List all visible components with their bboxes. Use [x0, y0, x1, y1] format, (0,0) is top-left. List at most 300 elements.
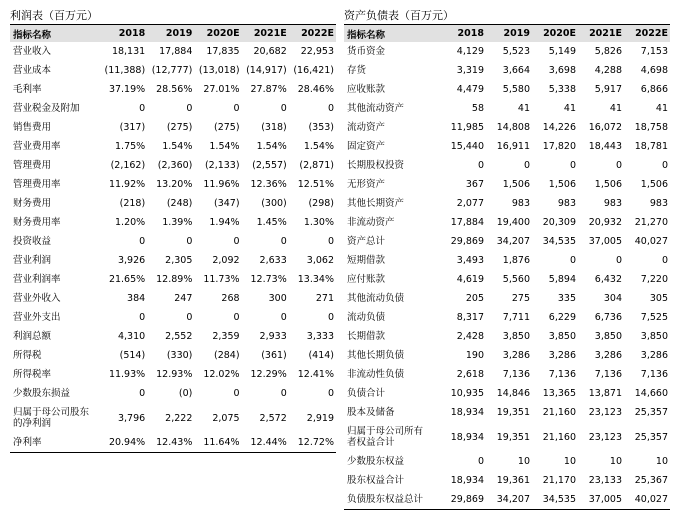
income-cell: 12.02% [203, 369, 240, 380]
balance-row-label: 其他长期资产 [347, 198, 405, 209]
balance-cell: 6,736 [594, 312, 622, 323]
balance-cell: 1,506 [640, 179, 668, 190]
balance-header-2019: 2019 [503, 28, 530, 39]
balance-cell: 34,207 [486, 490, 532, 510]
balance-cell: 304 [603, 293, 622, 304]
balance-cell: 4,288 [594, 65, 622, 76]
balance-cell: 2,618 [456, 369, 484, 380]
balance-row-label: 其他长期负债 [347, 350, 405, 361]
income-row [10, 118, 336, 137]
balance-cell: 0 [615, 160, 622, 171]
income-cell: 1.54% [256, 141, 287, 152]
balance-row [344, 327, 670, 346]
income-cell: (2,557) [252, 160, 287, 171]
balance-row [344, 118, 670, 137]
income-cell: 3,926 [117, 255, 146, 266]
balance-row [344, 232, 670, 251]
balance-cell: 13,365 [542, 388, 576, 399]
income-row-label: 毛利率 [13, 84, 42, 95]
income-cell: 11.73% [203, 274, 240, 285]
income-header-row [10, 25, 336, 42]
income-row-label: 营业税金及附加 [13, 103, 80, 114]
income-cell: 271 [315, 293, 334, 304]
income-cell: 12.36% [250, 179, 287, 190]
income-cell: 0 [280, 312, 287, 323]
balance-cell: 19,400 [496, 217, 530, 228]
income-row [10, 137, 336, 156]
income-row [10, 384, 336, 403]
balance-row-label: 资产总计 [347, 236, 386, 247]
income-cell: 11.64% [194, 433, 241, 453]
balance-header-row [344, 25, 670, 42]
income-cell: 12.72% [289, 433, 336, 453]
balance-cell: 5,149 [548, 46, 576, 57]
balance-cell: 40,027 [624, 490, 670, 510]
balance-header-2018: 2018 [457, 28, 484, 39]
balance-cell: 0 [661, 160, 668, 171]
income-row [10, 99, 336, 118]
balance-cell: 5,523 [502, 46, 530, 57]
balance-cell: 14,226 [542, 122, 576, 133]
balance-cell: 1,506 [548, 179, 576, 190]
income-cell: (298) [308, 198, 334, 209]
income-row [10, 365, 336, 384]
balance-cell: 37,005 [588, 236, 622, 247]
balance-cell: 10,935 [450, 388, 484, 399]
income-cell: 0 [139, 388, 146, 399]
income-cell: 2,919 [306, 412, 334, 424]
balance-cell: 41 [517, 103, 530, 114]
income-header-label: 指标名称 [13, 29, 52, 41]
balance-row [344, 251, 670, 270]
balance-row-label: 固定资产 [347, 141, 386, 152]
income-cell: 1.54% [303, 141, 334, 152]
balance-row-label: 非流动资产 [347, 217, 395, 228]
balance-row-label: 无形资产 [347, 179, 386, 190]
balance-cell: 23,123 [588, 431, 622, 443]
balance-cell: 29,869 [440, 490, 486, 510]
balance-cell: 367 [465, 179, 484, 190]
balance-cell: 3,286 [594, 350, 622, 361]
balance-cell: 15,440 [450, 141, 484, 152]
income-cell: (514) [119, 350, 146, 361]
balance-row [344, 137, 670, 156]
income-row [10, 156, 336, 175]
income-cell: (275) [214, 122, 240, 133]
income-cell: 3,333 [306, 331, 334, 342]
balance-cell: 2,077 [456, 198, 484, 209]
balance-row-label: 流动负债 [347, 312, 386, 323]
income-cell: 1.20% [115, 217, 146, 228]
balance-cell: 335 [557, 293, 576, 304]
income-cell: 384 [127, 293, 146, 304]
balance-cell: 21,170 [542, 475, 576, 486]
income-row-label: 利润总额 [13, 331, 52, 342]
income-row-label: 营业外收入 [13, 293, 61, 304]
balance-cell: 17,820 [542, 141, 576, 152]
balance-sheet-panel [344, 8, 670, 510]
balance-row [344, 384, 670, 403]
income-cell: 0 [327, 312, 334, 323]
income-row-label: 财务费用率 [13, 217, 61, 228]
balance-row-label: 短期借款 [347, 255, 386, 266]
balance-cell: 14,660 [634, 388, 668, 399]
income-cell: 1.75% [115, 141, 146, 152]
income-cell: 268 [221, 293, 240, 304]
income-cell: 0 [327, 103, 334, 114]
balance-cell: 21,270 [634, 217, 668, 228]
income-statement-title: 利润表（百万元） [10, 8, 336, 25]
income-cell: (414) [308, 350, 334, 361]
balance-cell: 5,917 [594, 84, 622, 95]
income-cell: 2,633 [259, 255, 287, 266]
income-cell: (248) [166, 198, 193, 209]
income-cell: 2,305 [165, 255, 193, 266]
income-cell: 0 [139, 103, 146, 114]
balance-cell: 25,367 [634, 475, 668, 486]
balance-cell: 40,027 [634, 236, 668, 247]
balance-cell: 3,698 [548, 65, 576, 76]
income-row-label: 营业费用率 [13, 141, 61, 152]
income-cell: 11.92% [108, 179, 146, 190]
balance-cell: 25,357 [634, 407, 668, 418]
income-cell: 11.96% [203, 179, 240, 190]
balance-row-label: 非流动性负债 [347, 369, 405, 380]
income-header-2019: 2019 [165, 28, 193, 39]
income-cell: 12.29% [250, 369, 287, 380]
income-cell: 0 [280, 388, 287, 399]
balance-cell: 18,781 [634, 141, 668, 152]
balance-cell: 20,309 [542, 217, 576, 228]
balance-row-label: 其他流动资产 [347, 103, 405, 114]
balance-cell: 190 [465, 350, 484, 361]
income-cell: (2,133) [204, 160, 240, 171]
income-row-label: 营业收入 [13, 46, 52, 57]
balance-cell: 305 [649, 293, 668, 304]
income-cell: (361) [261, 350, 287, 361]
income-cell: 12.44% [242, 433, 289, 453]
income-cell: 1.54% [209, 141, 240, 152]
balance-row-label: 货币资金 [347, 46, 386, 57]
balance-row [344, 42, 670, 61]
balance-cell: 16,911 [496, 141, 530, 152]
income-cell: 22,953 [300, 46, 334, 57]
income-cell: 1.30% [303, 217, 334, 228]
income-cell: 28.56% [156, 84, 193, 95]
balance-row [344, 365, 670, 384]
balance-row [344, 156, 670, 175]
balance-cell: 0 [569, 160, 576, 171]
income-row [10, 194, 336, 213]
income-cell: 17,884 [159, 46, 193, 57]
income-cell: (13,018) [198, 65, 240, 76]
income-cell: (12,777) [151, 65, 193, 76]
balance-row [344, 452, 670, 471]
balance-row-label: 负债合计 [347, 388, 386, 399]
income-header-2020e: 2020E [206, 28, 240, 39]
balance-cell: 18,934 [450, 475, 484, 486]
balance-row [344, 289, 670, 308]
income-cell: 27.01% [203, 84, 240, 95]
balance-cell: 11,985 [450, 122, 484, 133]
income-cell: (284) [214, 350, 240, 361]
balance-cell: 1,506 [502, 179, 530, 190]
income-cell: 0 [186, 312, 193, 323]
balance-cell: 4,129 [456, 46, 484, 57]
income-cell: 21.65% [108, 274, 146, 285]
balance-cell: 6,229 [548, 312, 576, 323]
balance-cell: 0 [661, 255, 668, 266]
balance-row-label: 应收账款 [347, 84, 386, 95]
balance-cell: 23,123 [588, 407, 622, 418]
income-row [10, 327, 336, 346]
balance-cell: 19,351 [496, 407, 530, 418]
income-row-label: 营业成本 [13, 65, 52, 76]
income-cell: 0 [233, 388, 240, 399]
income-cell: 12.41% [297, 369, 334, 380]
balance-cell: 58 [471, 103, 484, 114]
income-row [10, 403, 336, 433]
balance-row-label: 归属于母公司所有 者权益合计 [347, 426, 424, 448]
balance-row-label: 长期借款 [347, 331, 386, 342]
income-header-2018: 2018 [118, 28, 146, 39]
balance-cell: 0 [477, 160, 484, 171]
balance-cell: 13,871 [588, 388, 622, 399]
income-row-label: 所得税率 [13, 369, 52, 380]
balance-cell: 7,220 [640, 274, 668, 285]
income-cell: 2,572 [259, 412, 287, 424]
balance-row-label: 流动资产 [347, 122, 386, 133]
balance-cell: 0 [523, 160, 530, 171]
income-cell: 2,359 [212, 331, 240, 342]
balance-cell: 3,850 [502, 331, 530, 342]
income-cell: 4,310 [117, 331, 146, 342]
balance-cell: 983 [511, 198, 530, 209]
income-row [10, 80, 336, 99]
income-cell: 0 [280, 236, 287, 247]
balance-row [344, 99, 670, 118]
balance-cell: 0 [615, 255, 622, 266]
balance-cell: 7,136 [502, 369, 530, 380]
income-cell: 17,835 [206, 46, 240, 57]
income-cell: 0 [280, 103, 287, 114]
balance-row [344, 403, 670, 422]
balance-cell: 5,894 [548, 274, 576, 285]
income-cell: (275) [166, 122, 193, 133]
income-cell: 12.89% [156, 274, 193, 285]
balance-cell: 34,535 [542, 236, 576, 247]
income-cell: 247 [174, 293, 193, 304]
balance-cell: 25,357 [634, 431, 668, 443]
income-statement-table [10, 25, 336, 453]
balance-cell: 14,808 [496, 122, 530, 133]
balance-cell: 7,153 [640, 46, 668, 57]
income-row-label: 销售费用 [13, 122, 52, 133]
income-cell: (218) [119, 198, 146, 209]
balance-cell: 7,136 [594, 369, 622, 380]
income-row-label: 管理费用率 [13, 179, 61, 190]
income-cell: (16,421) [293, 65, 334, 76]
balance-cell: 18,758 [634, 122, 668, 133]
balance-cell: 19,351 [496, 431, 530, 443]
income-row [10, 232, 336, 251]
income-row [10, 289, 336, 308]
balance-header-2021e: 2021E [589, 28, 622, 39]
balance-cell: 2,428 [456, 331, 484, 342]
income-cell: (317) [119, 122, 146, 133]
income-cell: 12.73% [250, 274, 287, 285]
income-cell: (347) [214, 198, 240, 209]
income-header-2022e: 2022E [301, 28, 334, 39]
income-cell: 0 [233, 236, 240, 247]
income-row-label: 净利率 [10, 433, 100, 453]
income-row [10, 42, 336, 61]
balance-cell: 3,664 [502, 65, 530, 76]
balance-row-label: 股本及储备 [347, 407, 395, 418]
income-row-label: 归属于母公司股东 的净利润 [13, 407, 90, 429]
income-cell: (330) [166, 350, 193, 361]
income-cell: 3,796 [117, 412, 146, 424]
income-cell: 20,682 [253, 46, 287, 57]
income-cell: (2,871) [299, 160, 334, 171]
income-cell: 0 [233, 103, 240, 114]
income-cell: (2,162) [110, 160, 146, 171]
balance-cell: 3,493 [456, 255, 484, 266]
balance-cell: 8,317 [456, 312, 484, 323]
balance-row [344, 422, 670, 452]
balance-cell: 41 [655, 103, 668, 114]
balance-cell: 5,826 [594, 46, 622, 57]
income-cell: 0 [139, 312, 146, 323]
income-header-2021e: 2021E [253, 28, 287, 39]
income-cell: 1.45% [256, 217, 287, 228]
balance-cell: 3,319 [456, 65, 484, 76]
balance-cell: 21,160 [542, 431, 576, 443]
balance-cell: 6,432 [594, 274, 622, 285]
balance-cell: 34,535 [532, 490, 578, 510]
balance-row-label: 股东权益合计 [347, 475, 405, 486]
income-cell: 12.51% [297, 179, 334, 190]
balance-row [344, 194, 670, 213]
balance-cell: 29,869 [450, 236, 484, 247]
balance-cell: 275 [511, 293, 530, 304]
balance-row-label: 长期股权投资 [347, 160, 405, 171]
balance-row-label: 存货 [347, 65, 367, 76]
income-cell: 0 [327, 388, 334, 399]
balance-cell: 7,136 [640, 369, 668, 380]
income-row [10, 175, 336, 194]
income-statement-panel [10, 8, 336, 453]
balance-cell: 10 [563, 456, 576, 467]
income-cell: (0) [178, 388, 193, 399]
balance-row [344, 308, 670, 327]
balance-sheet-table [344, 25, 670, 510]
balance-header-2020e: 2020E [543, 28, 576, 39]
balance-cell: 20,932 [588, 217, 622, 228]
balance-header-label: 指标名称 [347, 29, 386, 41]
balance-cell: 7,136 [548, 369, 576, 380]
balance-cell: 983 [557, 198, 576, 209]
income-cell: 0 [327, 236, 334, 247]
balance-row-label: 负债股东权益总计 [344, 490, 440, 510]
balance-cell: 34,207 [496, 236, 530, 247]
balance-cell: 3,850 [548, 331, 576, 342]
income-row [10, 308, 336, 327]
income-cell: (318) [261, 122, 287, 133]
income-cell: 0 [186, 236, 193, 247]
balance-cell: 3,286 [640, 350, 668, 361]
income-cell: 18,131 [111, 46, 146, 57]
income-cell: 12.43% [147, 433, 194, 453]
balance-cell: 0 [569, 255, 576, 266]
income-cell: 28.46% [297, 84, 334, 95]
balance-cell: 983 [603, 198, 622, 209]
income-cell: 0 [233, 312, 240, 323]
balance-cell: 0 [477, 456, 484, 467]
balance-cell: 21,160 [542, 407, 576, 418]
income-cell: 11.93% [108, 369, 146, 380]
balance-cell: 41 [563, 103, 576, 114]
balance-cell: 19,361 [496, 475, 530, 486]
income-row-label: 管理费用 [13, 160, 52, 171]
income-row [10, 213, 336, 232]
balance-cell: 10 [609, 456, 622, 467]
income-cell: 2,092 [212, 255, 240, 266]
balance-row-label: 其他流动负债 [347, 293, 405, 304]
balance-cell: 3,850 [640, 331, 668, 342]
income-cell: (300) [261, 198, 287, 209]
income-row-label: 营业外支出 [13, 312, 61, 323]
income-cell: 0 [139, 236, 146, 247]
income-row [10, 433, 336, 453]
balance-cell: 205 [465, 293, 484, 304]
income-cell: 20.94% [100, 433, 147, 453]
income-cell: 37.19% [108, 84, 146, 95]
balance-cell: 23,133 [588, 475, 622, 486]
balance-cell: 3,850 [594, 331, 622, 342]
income-cell: 1.94% [209, 217, 240, 228]
balance-row-label: 少数股东权益 [347, 456, 405, 467]
income-cell: (11,388) [104, 65, 146, 76]
income-row-label: 投资收益 [13, 236, 52, 247]
balance-cell: 16,072 [588, 122, 622, 133]
balance-cell: 37,005 [578, 490, 624, 510]
balance-cell: 4,619 [456, 274, 484, 285]
income-row-label: 少数股东损益 [13, 388, 71, 399]
income-cell: 13.34% [297, 274, 334, 285]
balance-sheet-title: 资产负债表（百万元） [344, 8, 670, 25]
balance-row [344, 490, 670, 510]
income-row-label: 财务费用 [13, 198, 52, 209]
balance-row [344, 80, 670, 99]
income-cell: 13.20% [156, 179, 193, 190]
balance-row [344, 471, 670, 490]
balance-cell: 18,934 [450, 431, 484, 443]
income-cell: 3,062 [306, 255, 334, 266]
income-cell: 2,222 [165, 412, 193, 424]
income-cell: 12.93% [156, 369, 193, 380]
balance-cell: 18,443 [588, 141, 622, 152]
income-cell: (2,360) [157, 160, 193, 171]
balance-cell: 4,698 [640, 65, 668, 76]
income-row-label: 营业利润 [13, 255, 52, 266]
balance-cell: 3,286 [502, 350, 530, 361]
balance-row [344, 270, 670, 289]
income-cell: 0 [186, 103, 193, 114]
income-cell: 2,075 [212, 412, 240, 424]
income-cell: (14,917) [246, 65, 287, 76]
income-row-label: 营业利润率 [13, 274, 61, 285]
